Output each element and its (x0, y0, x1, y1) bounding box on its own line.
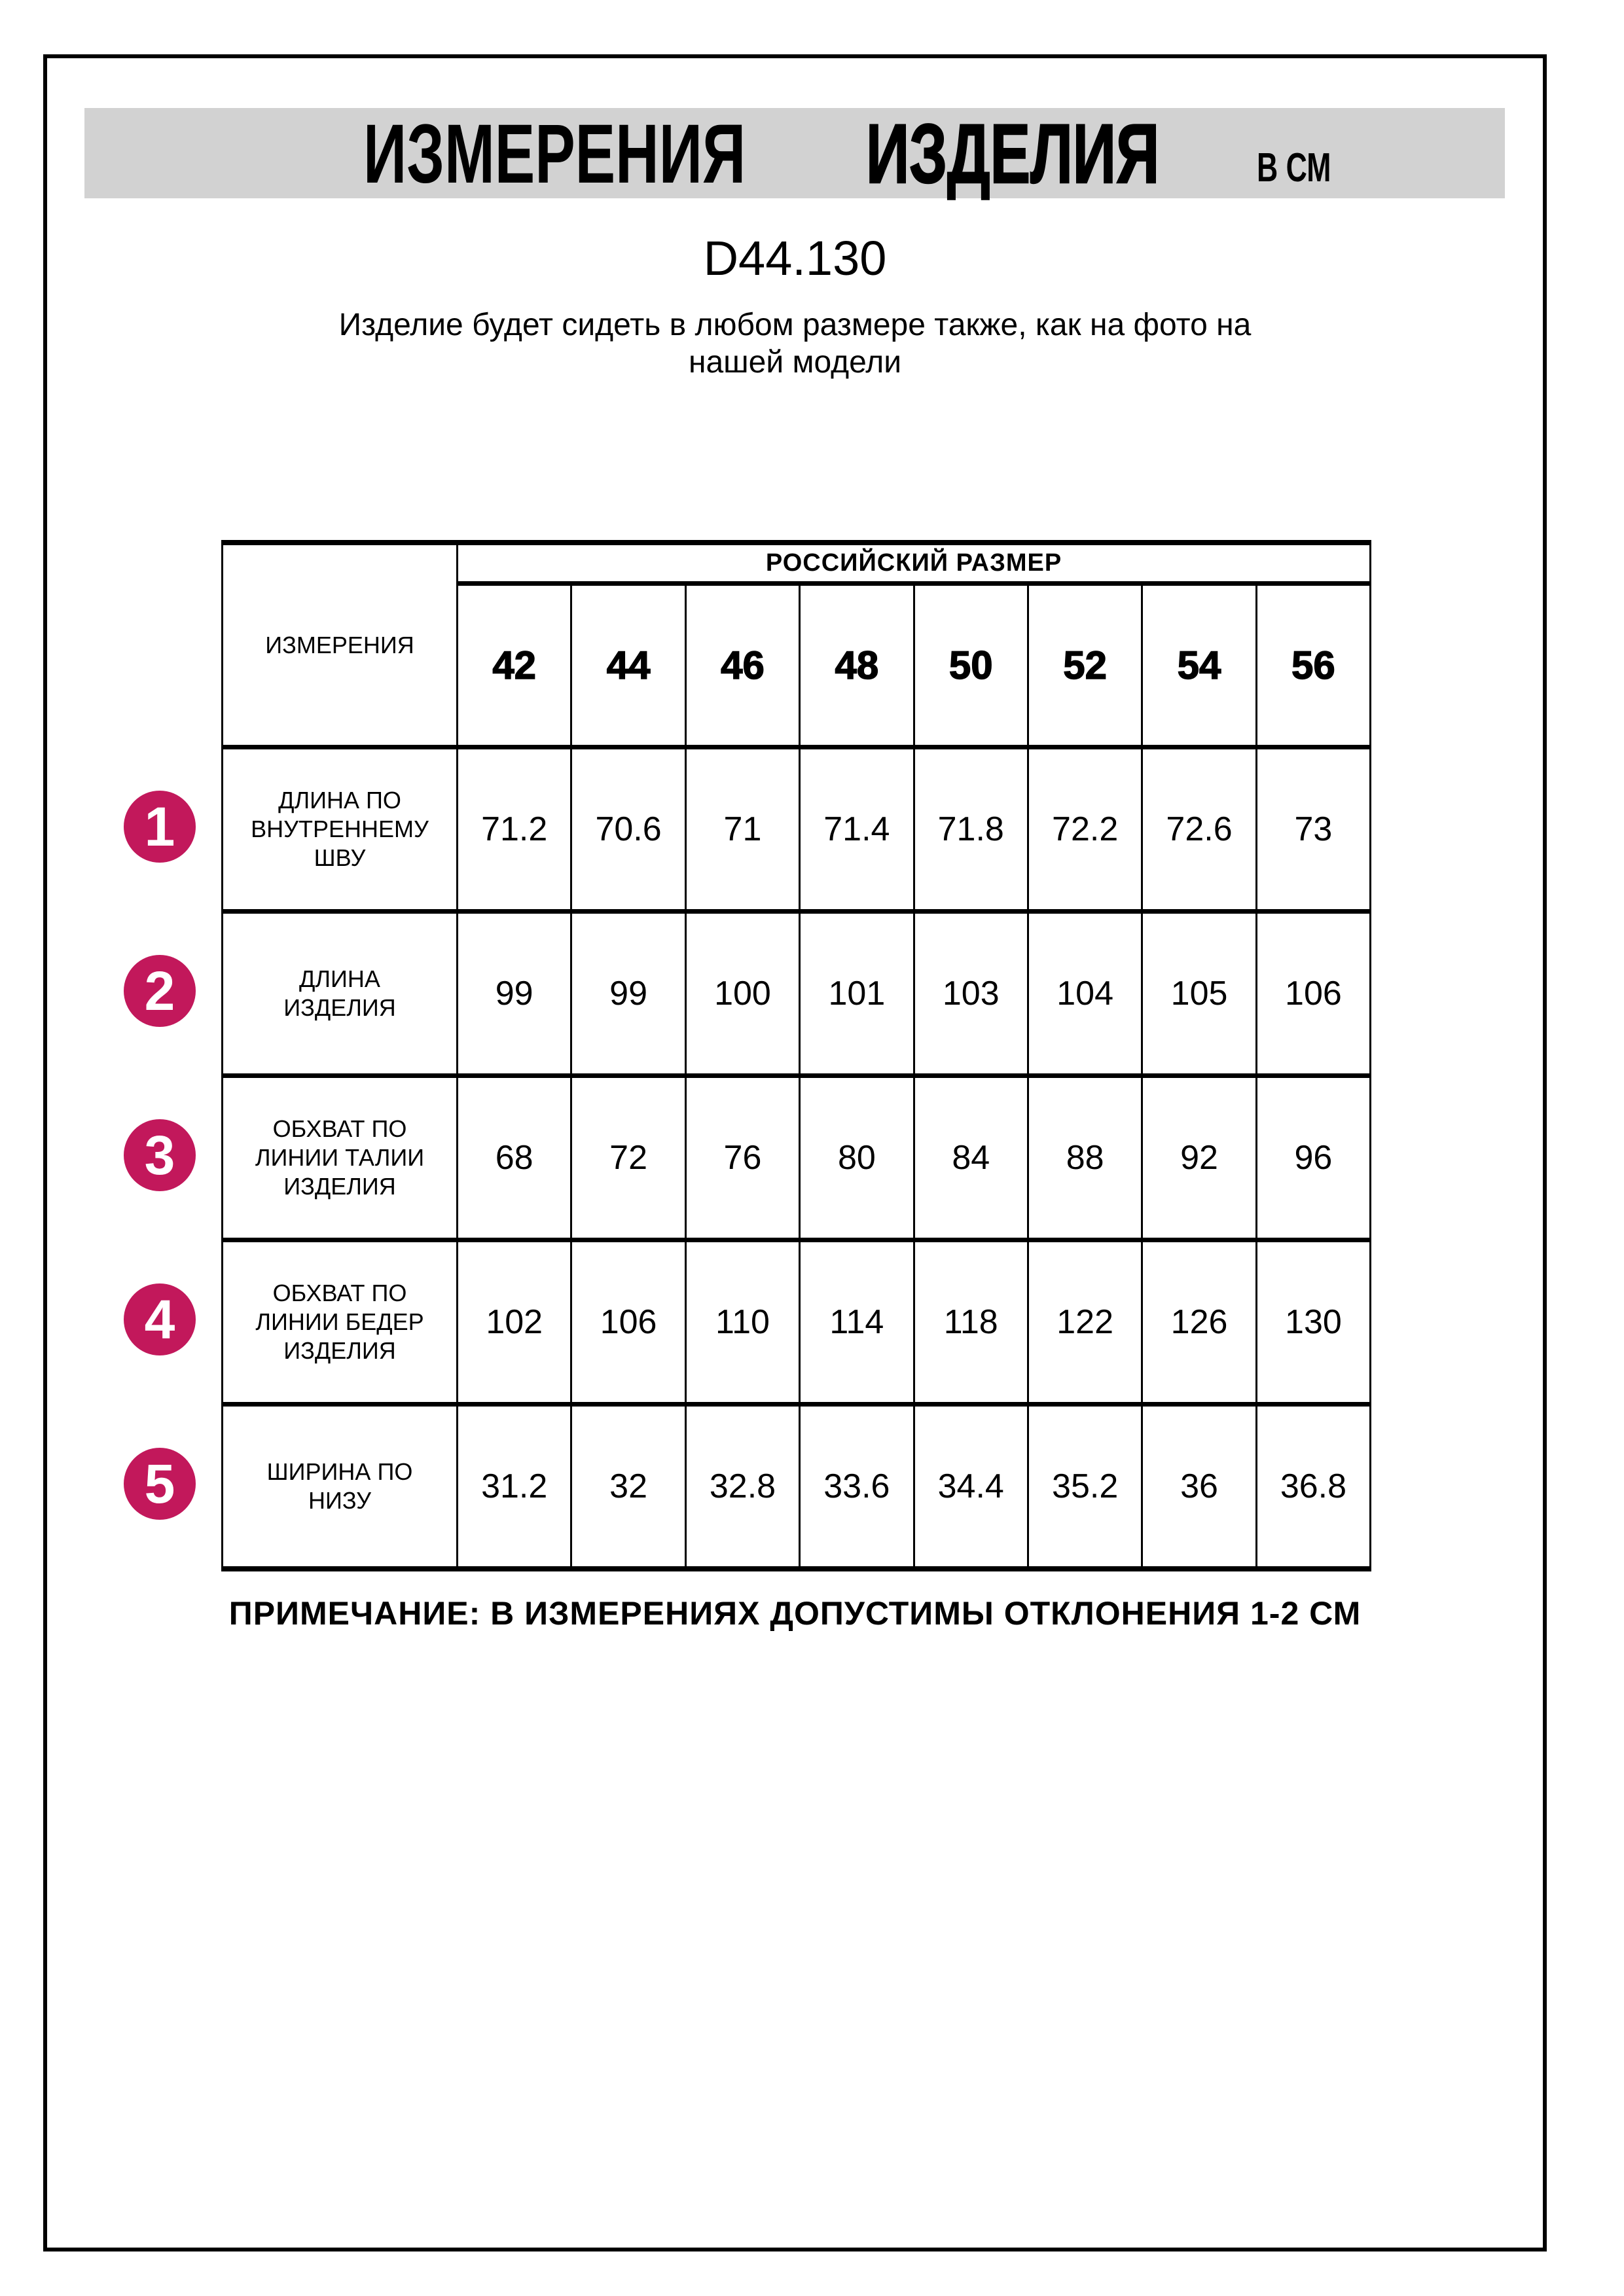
row-label: ОБХВАТ ПО ЛИНИИ БЕДЕР ИЗДЕЛИЯ (223, 1238, 456, 1402)
row-number-badge: 3 (124, 1119, 196, 1191)
value-cell: 68 (456, 1073, 570, 1238)
size-col-header: 54 (1141, 581, 1255, 745)
value-cell: 130 (1255, 1238, 1369, 1402)
value-cell: 101 (799, 909, 912, 1073)
value-cell: 103 (913, 909, 1027, 1073)
size-col-header: 48 (799, 581, 912, 745)
value-cell: 102 (456, 1238, 570, 1402)
value-cell: 72 (570, 1073, 684, 1238)
value-cell: 76 (685, 1073, 799, 1238)
value-cell: 118 (913, 1238, 1027, 1402)
value-cell: 106 (570, 1238, 684, 1402)
value-cell: 104 (1027, 909, 1141, 1073)
value-cell: 71.2 (456, 745, 570, 909)
value-cell: 88 (1027, 1073, 1141, 1238)
value-cell: 105 (1141, 909, 1255, 1073)
row-label: ДЛИНА ПО ВНУТРЕННЕМУ ШВУ (223, 745, 456, 909)
value-cell: 114 (799, 1238, 912, 1402)
value-cell: 32.8 (685, 1402, 799, 1566)
row-label: ДЛИНА ИЗДЕЛИЯ (223, 909, 456, 1073)
size-col-header: 52 (1027, 581, 1141, 745)
value-cell: 99 (570, 909, 684, 1073)
subtitle (43, 306, 1547, 381)
size-col-header: 42 (456, 581, 570, 745)
value-cell: 70.6 (570, 745, 684, 909)
value-cell: 80 (799, 1073, 912, 1238)
value-cell: 122 (1027, 1238, 1141, 1402)
value-cell: 73 (1255, 745, 1369, 909)
value-cell: 99 (456, 909, 570, 1073)
value-cell: 126 (1141, 1238, 1255, 1402)
value-cell: 36.8 (1255, 1402, 1369, 1566)
size-col-header: 50 (913, 581, 1027, 745)
size-table (221, 540, 1371, 1571)
row-label: ШИРИНА ПО НИЗУ (223, 1402, 456, 1566)
table-group-header: РОССИЙСКИЙ РАЗМЕР (456, 545, 1369, 581)
value-cell: 92 (1141, 1073, 1255, 1238)
value-cell: 96 (1255, 1073, 1369, 1238)
row-number-badge: 1 (124, 791, 196, 863)
model-code: D44.130 (703, 231, 887, 285)
page-title-word-izdeliya: ИЗДЕЛИЯ (866, 107, 1160, 201)
value-cell: 71 (685, 745, 799, 909)
value-cell: 31.2 (456, 1402, 570, 1566)
value-cell: 35.2 (1027, 1402, 1141, 1566)
size-col-header: 44 (570, 581, 684, 745)
page-title-word-izmereniya: ИЗМЕРЕНИЯ (363, 107, 746, 201)
value-cell: 106 (1255, 909, 1369, 1073)
page-title-units: В СМ (1257, 145, 1331, 190)
size-col-header: 46 (685, 581, 799, 745)
value-cell: 100 (685, 909, 799, 1073)
value-cell: 71.4 (799, 745, 912, 909)
row-number-badge: 4 (124, 1283, 196, 1355)
value-cell: 110 (685, 1238, 799, 1402)
header-banner (84, 107, 1505, 201)
row-label: ОБХВАТ ПО ЛИНИИ ТАЛИИ ИЗДЕЛИЯ (223, 1073, 456, 1238)
row-number-badge: 5 (124, 1448, 196, 1520)
value-cell: 72.6 (1141, 745, 1255, 909)
value-cell: 72.2 (1027, 745, 1141, 909)
value-cell: 32 (570, 1402, 684, 1566)
value-cell: 36 (1141, 1402, 1255, 1566)
value-cell: 33.6 (799, 1402, 912, 1566)
value-cell: 84 (913, 1073, 1027, 1238)
value-cell: 34.4 (913, 1402, 1027, 1566)
note-text: ПРИМЕЧАНИЕ: В ИЗМЕРЕНИЯХ ДОПУСТИМЫ ОТКЛОНЕНИЯ 1-2 СМ (228, 1595, 1362, 1632)
row-number-badge: 2 (124, 955, 196, 1027)
table-corner-label: ИЗМЕРЕНИЯ (265, 631, 414, 658)
size-col-header: 56 (1255, 581, 1369, 745)
value-cell: 71.8 (913, 745, 1027, 909)
subtitle-line-2: нашей модели (688, 345, 902, 380)
subtitle-line-1: Изделие будет сидеть в любом размере также, как на фото на (338, 308, 1252, 342)
